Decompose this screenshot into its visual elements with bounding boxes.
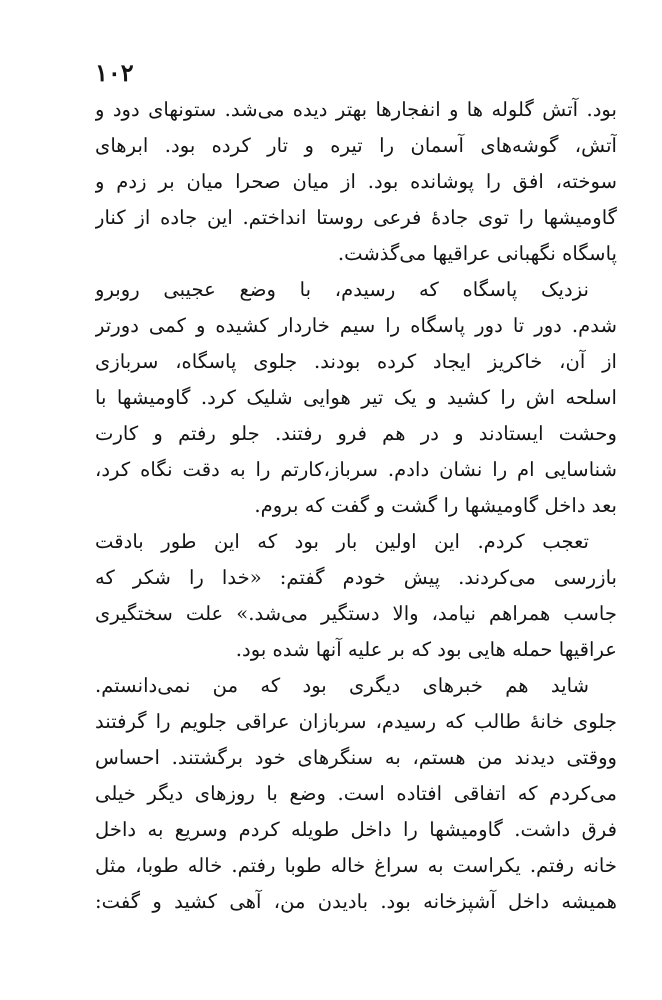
- text-line: می‌کردم که اتفاقی افتاده است. وضع با روزهای دیگر خیلی: [95, 782, 617, 805]
- text-line: جلوی خانۀ طالب که رسیدم، سربازان عراقی جلویم را گرفتند: [95, 710, 617, 733]
- text-line: جاسب همراهم نیامد، والا دستگیر می‌شد.» علت سختگیری: [95, 602, 617, 625]
- text-line: نزدیک پاسگاه که رسیدم، با وضع عجیبی روبرو: [95, 278, 589, 301]
- body-text: [95, 92, 617, 920]
- text-line: از آن، خاکریز ایجاد کرده بودند. جلوی پاسگاه، سربازی: [95, 350, 617, 373]
- text-line: ووقتی دیدند من هستم، به سنگرهای خود برگشتند. احساس: [95, 746, 617, 769]
- text-line: بعد داخل گاومیشها را گشت و گفت که بروم.: [254, 494, 617, 517]
- text-line: بازرسی می‌کردند. پیش خودم گفتم: «خدا را شکر که: [95, 566, 617, 589]
- text-line: گاومیشها را توی جادۀ فرعی روستا انداختم. این جاده از کنار: [95, 206, 617, 229]
- text-line: تعجب کردم. این اولین بار بود که این طور بادقت: [95, 530, 589, 553]
- text-line: آتش، گوشه‌های آسمان را تیره و تار کرده بود. ابرهای: [95, 134, 617, 157]
- text-line: شاید هم خبرهای دیگری بود که من نمی‌دانستم.: [95, 674, 589, 697]
- text-line: اسلحه اش را کشید و یک تیر هوایی شلیک کرد. گاومیشها با: [95, 386, 617, 409]
- text-line: پاسگاه نگهبانی عراقیها می‌گذشت.: [337, 242, 617, 265]
- text-line: سوخته، افق را پوشانده بود. از میان صحرا میان بر زدم و: [95, 170, 617, 193]
- text-line: همیشه داخل آشپزخانه بود. بادیدن من، آهی کشید و گفت:: [95, 890, 617, 913]
- text-line: عراقیها حمله هایی بود که بر علیه آنها شده بود.: [235, 638, 617, 661]
- text-line: شناسایی ام را نشان دادم. سرباز،کارتم را به دقت نگاه کرد،: [95, 458, 617, 481]
- text-line: فرق داشت. گاومیشها را داخل طویله کردم وسریع به داخل: [95, 818, 617, 841]
- text-line: خانه رفتم. یکراست به سراغ خاله طوبا رفتم. خاله طوبا، مثل: [95, 854, 617, 877]
- page-number: ١٠٢: [95, 58, 134, 87]
- text-line: وحشت ایستادند و در هم فرو رفتند. جلو رفتم و کارت: [95, 422, 617, 445]
- text-line: بود. آتش گلوله ها و انفجارها بهتر دیده می‌شد. ستونهای دود و: [95, 98, 617, 121]
- text-line: شدم. دور تا دور پاسگاه را سیم خاردار کشیده و کمی دورتر: [95, 314, 617, 337]
